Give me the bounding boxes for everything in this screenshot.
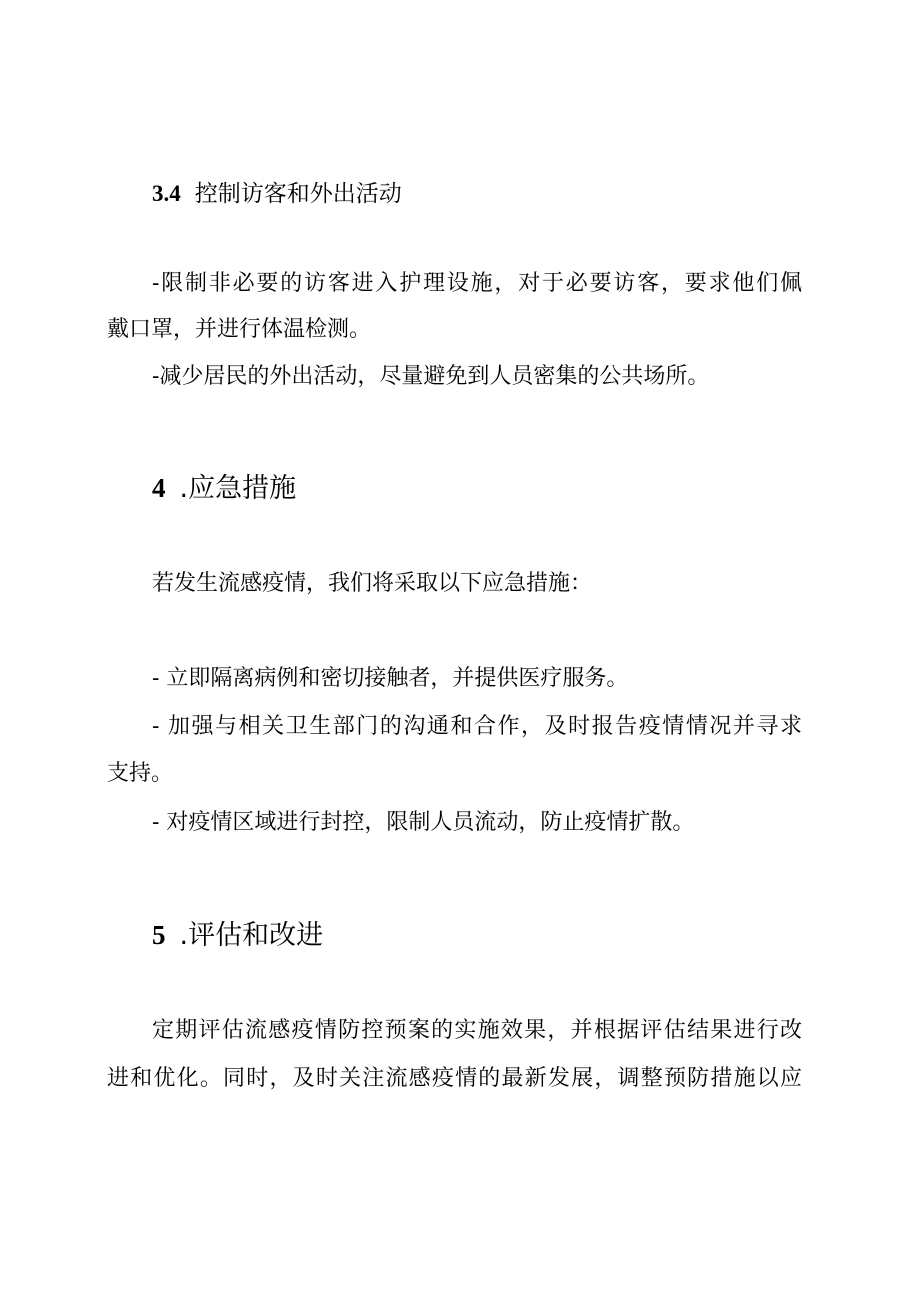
- section-5-heading: [152, 913, 323, 952]
- section-3-4-title: 控制访客和外出活动: [194, 181, 402, 207]
- section-4-title: .应急措施: [179, 473, 297, 504]
- section-4-item-1-line-1: - 立即隔离病例和密切接触者，并提供医疗服务。: [152, 666, 629, 691]
- section-3-4-heading: [152, 175, 402, 208]
- section-3-4-item-1-line-2: 戴口罩，并进行体温检测。: [107, 317, 372, 342]
- section-5-number: 5: [152, 920, 166, 950]
- section-4-item-2-line-2: 支持。: [107, 761, 174, 786]
- section-4-item-2-line-1: - 加强与相关卫生部门的沟通和合作，及时报告疫情情况并寻求: [152, 714, 802, 739]
- section-5-title: .评估和改进: [179, 920, 324, 951]
- section-4-heading: [152, 466, 296, 505]
- section-3-4-item-2-line-1: -减少居民的外出活动，尽量避免到人员密集的公共场所。: [152, 364, 710, 389]
- section-4-intro: 若发生流感疫情，我们将采取以下应急措施：: [152, 571, 593, 596]
- section-4-item-3-line-1: - 对疫情区域进行封控，限制人员流动，防止疫情扩散。: [152, 810, 695, 835]
- section-5-body-line-1: 定期评估流感疫情防控预案的实施效果，并根据评估结果进行改: [152, 1018, 802, 1043]
- section-5-body-line-2: 进和优化。同时，及时关注流感疫情的最新发展，调整预防措施以应: [107, 1066, 802, 1091]
- section-4-number: 4: [152, 473, 166, 503]
- section-3-4-number: 3.4: [152, 181, 181, 206]
- section-3-4-item-1-line-1: -限制非必要的访客进入护理设施，对于必要访客，要求他们佩: [152, 271, 802, 296]
